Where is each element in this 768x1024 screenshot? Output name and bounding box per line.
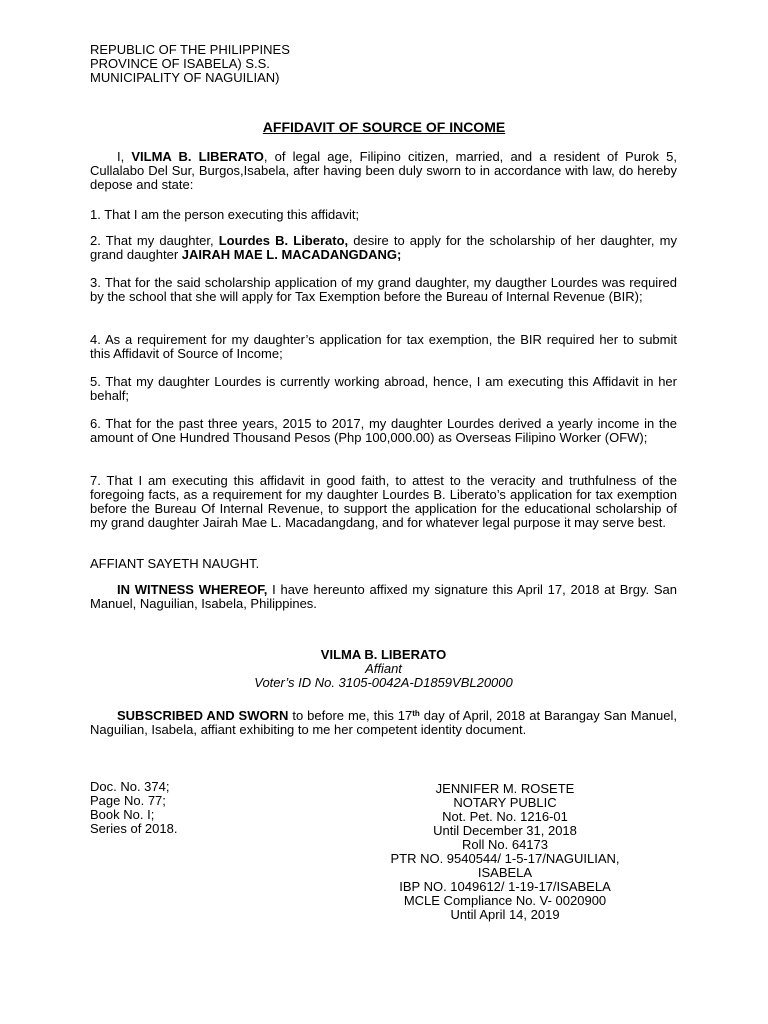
document-title: AFFIDAVIT OF SOURCE OF INCOME [262, 119, 506, 135]
notary-ptr-no: PTR NO. 9540544/ 1-5-17/NAGUILIAN, [390, 851, 620, 866]
page-number: Page No. 77; [90, 793, 166, 808]
notary-commission-until: Until December 31, 2018 [433, 823, 577, 838]
affiant-role: Affiant [365, 661, 402, 676]
item-2-pre: 2. That my daughter, [90, 233, 219, 248]
daughter-name: Lourdes B. Liberato, [218, 233, 349, 248]
document-header [90, 43, 290, 85]
item-2 [90, 234, 677, 262]
item-6: 6. That for the past three years, 2015 to 2017, my daughter Lourdes derived a yearly income in the amount of One Hundred Thousand Pesos (Php 100,000.00) as Overseas Filipino Worker (OFW); [90, 416, 677, 445]
jurat-bold: SUBSCRIBED AND SWORN [117, 708, 289, 723]
item-2-mid: desire to apply for the scholarship of her daughter, my grand daughter [90, 233, 677, 262]
item-5: 5. That my daughter Lourdes is currently working abroad, hence, I am executing this Affidavit in her behalf; [90, 374, 677, 403]
notary-ptr-place: ISABELA [477, 865, 533, 880]
notary-petition-no: Not. Pet. No. 1216-01 [442, 809, 568, 824]
affiant-name: VILMA B. LIBERATO [320, 647, 447, 662]
header-republic: REPUBLIC OF THE PHILIPPINES [90, 42, 290, 57]
header-municipality: MUNICIPALITY OF NAGUILIAN) [90, 70, 280, 85]
affiant-signature-block [90, 648, 677, 690]
notary-name: JENNIFER M. ROSETE [435, 781, 575, 796]
header-province: PROVINCE OF ISABELA) S.S. [90, 56, 270, 71]
notary-mcle-until: Until April 14, 2019 [450, 907, 560, 922]
jurat-paragraph [90, 709, 677, 737]
intro-paragraph [90, 150, 677, 192]
witness-paragraph [90, 583, 677, 611]
jurat-ordinal: th [412, 709, 420, 718]
affiant-name-inline: VILMA B. LIBERATO [131, 149, 264, 164]
notary-mcle-no: MCLE Compliance No. V- 0020900 [403, 893, 607, 908]
notary-ibp-no: IBP NO. 1049612/ 1-19-17/ISABELA [399, 879, 611, 894]
document-numbers [90, 780, 177, 836]
granddaughter-name: JAIRAH MAE L. MACADANGDANG; [181, 247, 402, 262]
doc-number: Doc. No. 374; [90, 779, 170, 794]
item-4: 4. As a requirement for my daughter’s application for tax exemption, the BIR required her to submit this Affidavit of Source of Income; [90, 332, 677, 361]
notary-block [360, 782, 650, 922]
book-number: Book No. I; [90, 807, 155, 822]
item-3: 3. That for the said scholarship application of my grand daughter, my daugther Lourdes was required by the school that she will apply for Tax Exemption before the Bureau of Internal Revenue (BIR); [90, 275, 677, 304]
intro-pre: I, [117, 149, 132, 164]
series-year: Series of 2018. [90, 821, 178, 836]
item-1: 1. That I am the person executing this affidavit; [90, 207, 360, 222]
item-7: 7. That I am executing this affidavit in good faith, to attest to the veracity and truthfulness of the foregoing facts, as a requirement for my daughter Lourdes B. Liberato’s application for tax exemption before the Bureau Of Internal Revenue, to support the application for the educational scholarship of my grand daughter Jairah Mae L. Macadangdang, and for whatever legal purpose it may serve best. [90, 473, 677, 530]
witness-text: I have hereunto affixed my signature this April 17, 2018 at Brgy. San Manuel, Naguilian, Isabela, Philippines. [90, 582, 677, 611]
affiant-voter-id: Voter’s ID No. 3105-0042A-D1859VBL20000 [254, 675, 513, 690]
notary-roll-no: Roll No. 64173 [462, 837, 548, 852]
witness-bold: IN WITNESS WHEREOF, [117, 582, 268, 597]
notary-title: NOTARY PUBLIC [453, 795, 557, 810]
jurat-post: day of April, 2018 at Barangay San Manuel, Naguilian, Isabela, affiant exhibiting to me her competent identity document. [90, 708, 678, 737]
sayeth-naught: AFFIANT SAYETH NAUGHT. [90, 556, 260, 571]
jurat-pre: to before me, this 17 [288, 708, 413, 723]
intro-post: , of legal age, Filipino citizen, married, and a resident of Purok 5, Cullalabo Del Sur, Burgos,Isabela, after having been duly sworn to in accordance with law, do hereby depose and state: [90, 149, 677, 192]
